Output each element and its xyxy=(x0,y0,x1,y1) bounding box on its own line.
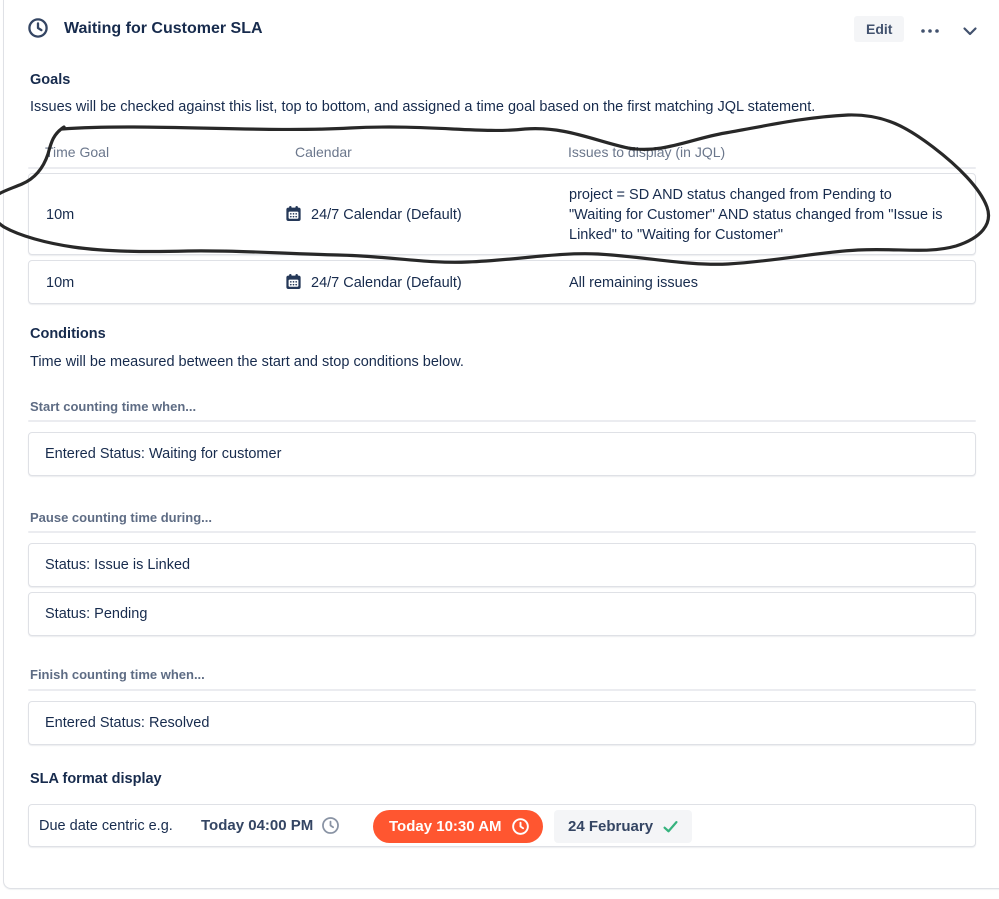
calendar-icon xyxy=(284,204,303,227)
start-condition-divider xyxy=(28,420,976,422)
goal-calendar-label: 24/7 Calendar (Default) xyxy=(311,207,462,223)
collapse-button[interactable] xyxy=(956,18,984,47)
pause-condition-label: Pause counting time during... xyxy=(30,510,213,525)
sla-ongoing-example xyxy=(201,805,341,846)
ellipsis-icon xyxy=(917,28,945,43)
clock-icon xyxy=(510,816,531,837)
sla-completed-date: 24 February xyxy=(568,818,654,835)
column-header-time-goal: Time Goal xyxy=(45,144,110,160)
finish-condition-label: Finish counting time when... xyxy=(30,667,205,682)
goal-jql: All remaining issues xyxy=(569,275,698,291)
finish-condition-item: Entered Status: Resolved xyxy=(28,701,976,745)
sla-clock-icon xyxy=(26,16,50,45)
sla-format-heading: SLA format display xyxy=(30,771,162,787)
conditions-description: Time will be measured between the start and stop conditions below. xyxy=(30,354,464,370)
pause-condition-divider xyxy=(28,531,976,533)
goal-time: 10m xyxy=(46,207,75,223)
sla-format-example-label: Due date centric e.g. xyxy=(39,817,173,834)
sla-breached-badge xyxy=(373,810,543,843)
start-condition-item: Entered Status: Waiting for customer xyxy=(28,432,976,476)
goal-jql: project = SD AND status changed from Pending to "Waiting for Customer" AND status changed from "Issue is Linked" to "Waiting for Customer" xyxy=(569,187,943,243)
edit-button[interactable]: Edit xyxy=(854,16,904,42)
conditions-heading: Conditions xyxy=(30,326,106,342)
sla-ongoing-time: Today 04:00 PM xyxy=(201,817,314,834)
goal-row xyxy=(28,173,976,255)
goal-calendar xyxy=(284,261,462,305)
page-title: Waiting for Customer SLA xyxy=(64,20,263,37)
goals-header-divider xyxy=(28,167,976,169)
chevron-down-icon xyxy=(960,28,980,43)
column-header-jql: Issues to display (in JQL) xyxy=(568,144,726,160)
clock-icon xyxy=(320,815,341,836)
sla-breached-time: Today 10:30 AM xyxy=(389,818,502,835)
goal-calendar-label: 24/7 Calendar (Default) xyxy=(311,275,462,291)
goals-description: Issues will be checked against this list, top to bottom, and assigned a time goal based on the first matching JQL statement. xyxy=(30,99,816,115)
more-actions-button[interactable] xyxy=(913,18,949,47)
sla-format-card xyxy=(28,804,976,847)
goal-row xyxy=(28,260,976,304)
pause-condition-item: Status: Issue is Linked xyxy=(28,543,976,587)
calendar-icon xyxy=(284,272,303,295)
goal-calendar xyxy=(284,174,462,256)
goals-heading: Goals xyxy=(30,72,71,88)
sla-completed-badge xyxy=(554,810,692,843)
column-header-calendar: Calendar xyxy=(295,144,352,160)
finish-condition-divider xyxy=(28,689,976,691)
goal-time: 10m xyxy=(46,275,75,291)
pause-condition-item: Status: Pending xyxy=(28,592,976,636)
start-condition-label: Start counting time when... xyxy=(30,399,197,414)
check-icon xyxy=(661,817,680,836)
